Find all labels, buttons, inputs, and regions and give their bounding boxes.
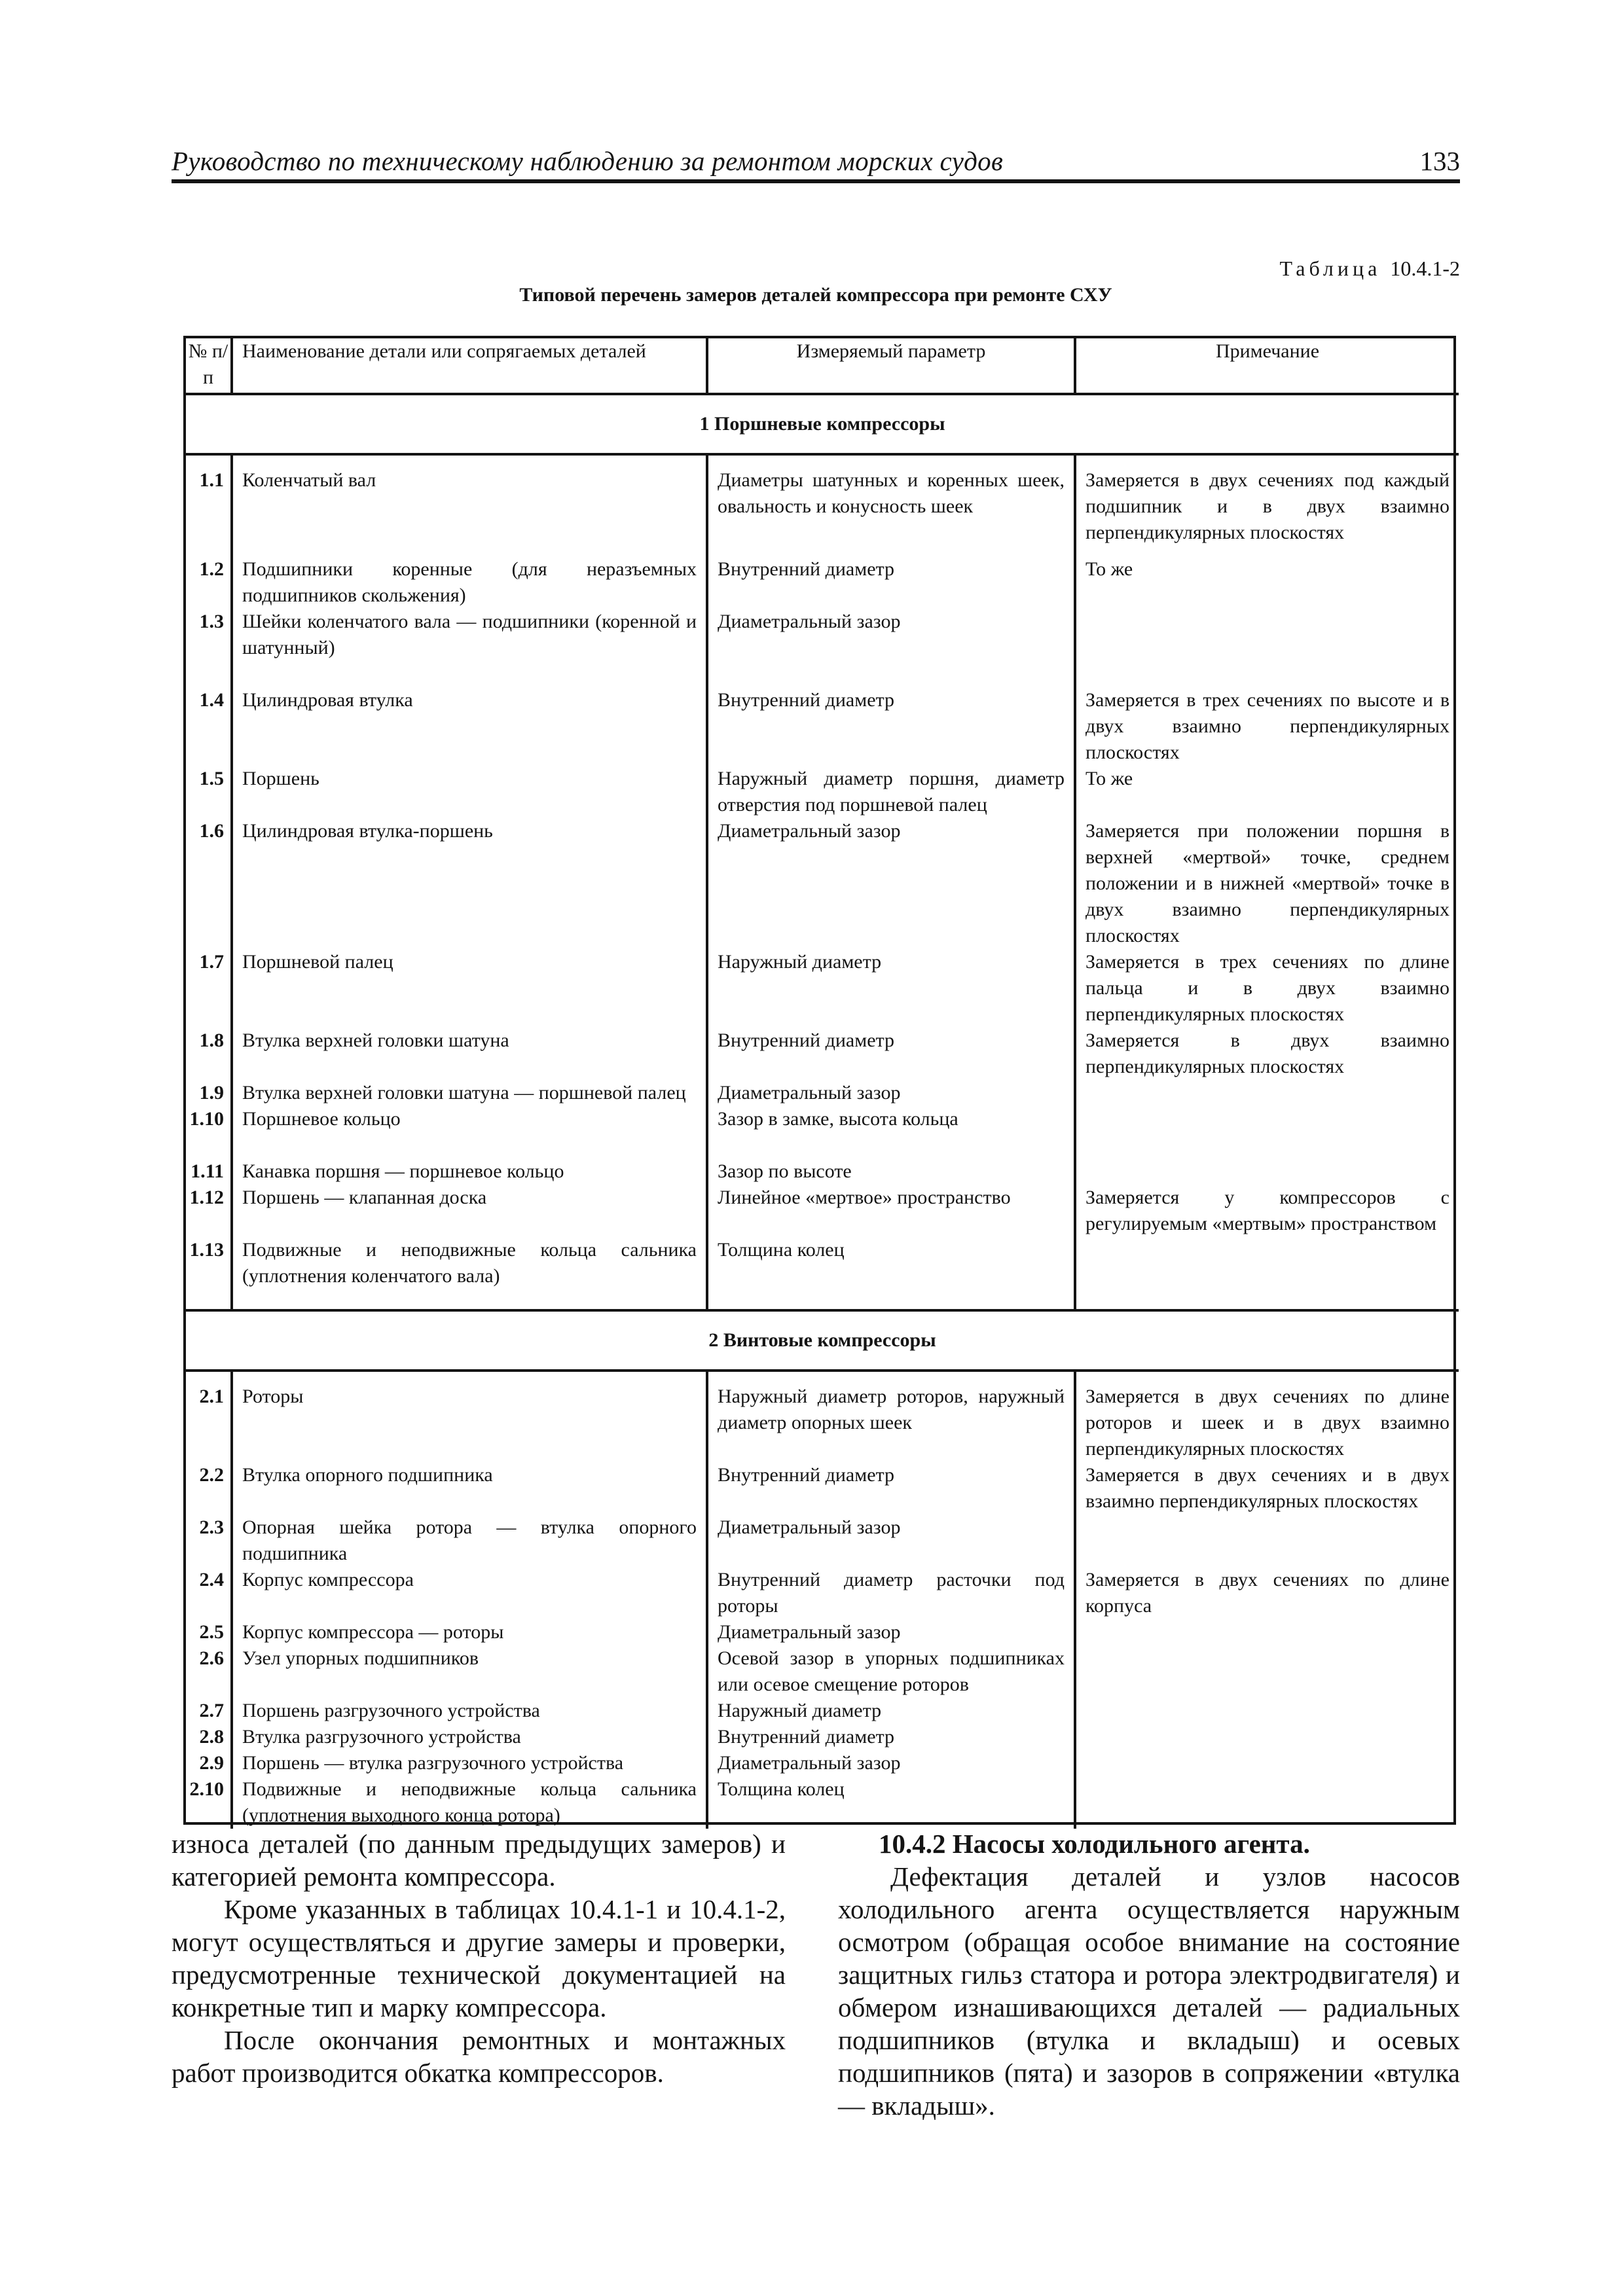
part-name: Шейки коленчатого вала — подшипники (коренной и шатунный)	[232, 609, 707, 687]
part-name: Подвижные и неподвижные кольца сальника (уплотнения выходного конца ротора)	[232, 1776, 707, 1829]
row-number: 2.10	[186, 1776, 232, 1829]
note: Замеряется в двух сечениях по длине корпуса	[1085, 1569, 1450, 1617]
measured-parameter: Диаметральный зазор	[707, 818, 1075, 949]
part-name: Подвижные и неподвижные кольца сальника (уплотнения коленчатого вала)	[232, 1237, 707, 1309]
table-row	[186, 1698, 1459, 1724]
measured-parameter: Внутренний диаметр	[707, 556, 1075, 609]
note	[1075, 1106, 1459, 1158]
part-name: Поршневое кольцо	[232, 1106, 707, 1158]
measured-parameter: Внутренний диаметр расточки под роторы	[707, 1567, 1075, 1619]
note	[1075, 1776, 1459, 1829]
note: Замеряется в трех сечениях по высоте и в двух взаимно перпендикулярных плоскостях	[1085, 689, 1450, 763]
note	[1075, 609, 1459, 687]
row-number: 2.1	[186, 1384, 232, 1462]
measured-parameter: Внутренний диаметр	[707, 1462, 1075, 1515]
part-name: Корпус компрессора — роторы	[232, 1619, 707, 1645]
table-number-value: 10.4.1-2	[1390, 257, 1460, 280]
row-number: 1.9	[186, 1080, 232, 1106]
measured-parameter: Диаметральный зазор	[707, 1619, 1075, 1645]
row-number: 1.6	[186, 818, 232, 949]
paragraph: Дефектация деталей и узлов насосов холодильного агента осуществляется наружным осмотром (обращая особое внимание на состояние защитных гильз статора и ротора электродвигателя) и обмером изнашивающихся деталей — радиальных подшипников (втулка и вкладыш) и осевых подшипников (пята) и зазоров в сопряжении «втулка — вкладыш».	[838, 1861, 1460, 2121]
note	[1075, 1698, 1459, 1724]
row-number: 2.3	[186, 1515, 232, 1567]
measured-parameter: Толщина колец	[707, 1237, 1075, 1309]
note: Замеряется в двух сечениях и в двух взаимно перпендикулярных плоскостях	[1085, 1464, 1450, 1512]
table-row	[186, 1724, 1459, 1750]
table-row	[186, 766, 1459, 818]
row-number: 2.9	[186, 1750, 232, 1776]
column-header-note: Примечание	[1075, 338, 1459, 394]
column-header-name: Наименование детали или сопрягаемых деталей	[232, 338, 707, 394]
note: То же	[1085, 768, 1133, 789]
row-number: 1.3	[186, 609, 232, 687]
measured-parameter: Диаметральный зазор	[707, 1080, 1075, 1106]
paragraph: После окончания ремонтных и монтажных работ производится обкатка компрессоров.	[172, 2025, 786, 2088]
row-number: 1.11	[186, 1158, 232, 1185]
table-number	[1279, 257, 1460, 281]
column-header-no: № п/п	[186, 338, 232, 394]
row-number: 2.4	[186, 1567, 232, 1619]
note	[1075, 1080, 1459, 1106]
row-number: 1.10	[186, 1106, 232, 1158]
measured-parameter: Диаметральный зазор	[707, 1750, 1075, 1776]
measured-parameter: Внутренний диаметр	[707, 687, 1075, 766]
part-name: Коленчатый вал	[232, 467, 707, 556]
part-name: Узел упорных подшипников	[232, 1645, 707, 1698]
part-name: Опорная шейка ротора — втулка опорного подшипника	[232, 1515, 707, 1567]
measured-parameter: Линейное «мертвое» пространство	[707, 1185, 1075, 1237]
table-row	[186, 1515, 1459, 1567]
row-number: 2.2	[186, 1462, 232, 1515]
row-number: 1.2	[186, 556, 232, 609]
measured-parameter: Толщина колец	[707, 1776, 1075, 1829]
note: То же	[1085, 558, 1133, 580]
table-row	[186, 818, 1459, 949]
measured-parameter: Диаметры шатунных и коренных шеек, овальность и конусность шеек	[707, 467, 1075, 556]
part-name: Поршень разгрузочного устройства	[232, 1698, 707, 1724]
running-header-title: Руководство по техническому наблюдению за ремонтом морских судов	[172, 146, 1004, 176]
row-number: 1.7	[186, 949, 232, 1028]
part-name: Поршень	[232, 766, 707, 818]
table-body	[186, 394, 1459, 467]
right-column	[838, 1827, 1460, 2122]
left-column	[172, 1827, 786, 2089]
table-row	[186, 1158, 1459, 1185]
column-header-param: Измеряемый параметр	[707, 338, 1075, 394]
note: Замеряется при положении поршня в верхней «мертвой» точке, среднем положении и в нижней «мертвой» точке в двух взаимно перпендикулярных плоскостях	[1085, 820, 1450, 946]
measured-parameter: Наружный диаметр	[707, 949, 1075, 1028]
note: Замеряется у компрессоров с регулируемым «мертвым» пространством	[1085, 1187, 1450, 1234]
part-name: Втулка разгрузочного устройства	[232, 1724, 707, 1750]
table-row	[186, 949, 1459, 1028]
note	[1075, 1515, 1459, 1567]
table-row	[186, 1567, 1459, 1619]
table-row	[186, 1750, 1459, 1776]
paragraph: износа деталей (по данным предыдущих замеров) и категорией ремонта компрессора.	[172, 1829, 786, 1892]
row-number: 2.8	[186, 1724, 232, 1750]
part-name: Канавка поршня — поршневое кольцо	[232, 1158, 707, 1185]
note: Замеряется в трех сечениях по длине пальца и в двух взаимно перпендикулярных плоскостях	[1085, 951, 1450, 1025]
table-title: Типовой перечень замеров деталей компрессора при ремонте СХУ	[519, 284, 1112, 306]
measured-parameter: Осевой зазор в упорных подшипниках или осевое смещение роторов	[707, 1645, 1075, 1698]
row-number: 1.12	[186, 1185, 232, 1237]
table-row	[186, 1106, 1459, 1158]
part-name: Цилиндровая втулка	[232, 687, 707, 766]
note: Замеряется в двух сечениях по длине роторов и шеек и в двух взаимно перпендикулярных плоскостях	[1085, 1386, 1450, 1460]
part-name: Роторы	[232, 1384, 707, 1462]
part-name: Втулка верхней головки шатуна	[232, 1028, 707, 1080]
measured-parameter: Зазор в замке, высота кольца	[707, 1106, 1075, 1158]
row-number: 1.13	[186, 1237, 232, 1309]
section-heading: 10.4.2 Насосы холодильного агента.	[879, 1829, 1310, 1859]
row-number: 2.5	[186, 1619, 232, 1645]
table-row	[186, 1185, 1459, 1237]
row-number: 1.4	[186, 687, 232, 766]
part-name: Цилиндровая втулка-поршень	[232, 818, 707, 949]
table-row	[186, 1462, 1459, 1515]
table-row	[186, 1776, 1459, 1829]
part-name: Поршень — клапанная доска	[232, 1185, 707, 1237]
table-row	[186, 1619, 1459, 1645]
row-number: 2.6	[186, 1645, 232, 1698]
section-2-rows	[186, 1384, 1459, 1829]
table-row	[186, 1384, 1459, 1462]
table-row	[186, 556, 1459, 609]
note	[1075, 1158, 1459, 1185]
table-label: Таблица	[1279, 257, 1381, 280]
table-row	[186, 609, 1459, 687]
measured-parameter: Внутренний диаметр	[707, 1028, 1075, 1080]
table-row	[186, 1645, 1459, 1698]
note	[1075, 1724, 1459, 1750]
row-number: 1.8	[186, 1028, 232, 1080]
section-title: 1 Поршневые компрессоры	[186, 394, 1459, 454]
part-name: Втулка опорного подшипника	[232, 1462, 707, 1515]
row-number: 1.1	[186, 467, 232, 556]
section-1-rows	[186, 467, 1459, 1310]
paragraph: Кроме указанных в таблицах 10.4.1-1 и 10.4.1-2, могут осуществляться и другие замеры и проверки, предусмотренные технической документацией на конкретные тип и марку компрессора.	[172, 1894, 786, 2022]
measured-parameter: Наружный диаметр поршня, диаметр отверстия под поршневой палец	[707, 766, 1075, 818]
section-title: 2 Винтовые компрессоры	[186, 1310, 1459, 1371]
measured-parameter: Наружный диаметр роторов, наружный диаметр опорных шеек	[707, 1384, 1075, 1462]
note: Замеряется в двух взаимно перпендикулярных плоскостях	[1085, 1030, 1450, 1077]
note	[1075, 1237, 1459, 1309]
part-name: Подшипники коренные (для неразъемных подшипников скольжения)	[232, 556, 707, 609]
measured-parameter: Наружный диаметр	[707, 1698, 1075, 1724]
measured-parameter: Внутренний диаметр	[707, 1724, 1075, 1750]
note: Замеряется в двух сечениях под каждый подшипник и в двух взаимно перпендикулярных плоскостях	[1085, 469, 1450, 543]
row-number: 2.7	[186, 1698, 232, 1724]
note	[1075, 1619, 1459, 1645]
part-name: Поршень — втулка разгрузочного устройства	[232, 1750, 707, 1776]
table-row	[186, 1028, 1459, 1080]
measured-parameter: Диаметральный зазор	[707, 609, 1075, 687]
part-name: Поршневой палец	[232, 949, 707, 1028]
note	[1075, 1750, 1459, 1776]
table-row	[186, 467, 1459, 556]
measured-parameter: Зазор по высоте	[707, 1158, 1075, 1185]
part-name: Корпус компрессора	[232, 1567, 707, 1619]
measured-parameter: Диаметральный зазор	[707, 1515, 1075, 1567]
measurements-table	[183, 336, 1456, 1825]
table-row	[186, 1237, 1459, 1309]
note	[1075, 1645, 1459, 1698]
row-number: 1.5	[186, 766, 232, 818]
table-row	[186, 1080, 1459, 1106]
page-number: 133	[1419, 146, 1460, 176]
running-header	[172, 145, 1460, 183]
table-row	[186, 687, 1459, 766]
part-name: Втулка верхней головки шатуна — поршневой палец	[232, 1080, 707, 1106]
